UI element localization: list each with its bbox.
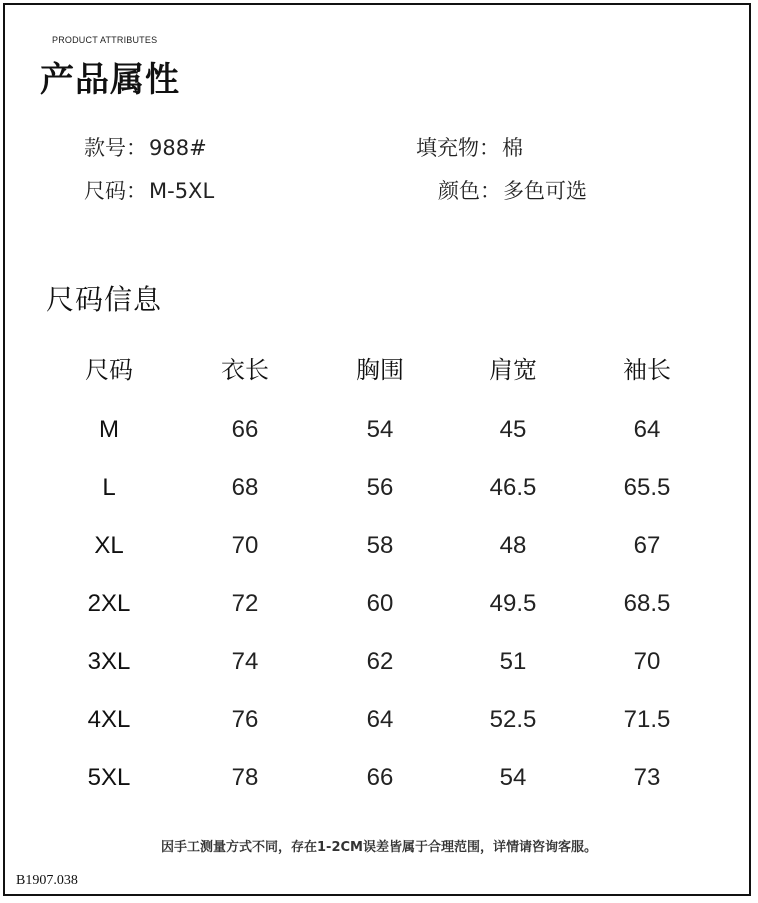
shoulder-cell: 46.5 (489, 474, 537, 501)
chest-cell: 62 (366, 648, 394, 675)
column-header-shoulder: 肩宽 (489, 356, 537, 384)
table-row (40, 458, 720, 516)
table-row (40, 574, 720, 632)
attribute-value: 988# (149, 136, 207, 160)
length-cell: 78 (231, 764, 259, 791)
table-row (40, 516, 720, 574)
chest-cell: 66 (366, 764, 394, 791)
size-cell: 5XL (87, 764, 131, 791)
measurement-note: 因手工测量方式不同，存在1-2CM误差皆属于合理范围，详情请咨询客服。 (161, 840, 597, 855)
sleeve-cell: 71.5 (623, 706, 671, 733)
attribute-value: M-5XL (149, 179, 215, 203)
table-row (40, 400, 720, 458)
sleeve-cell: 73 (633, 764, 661, 791)
eyebrow-label: PRODUCT ATTRIBUTES (52, 35, 158, 45)
sleeve-cell: 65.5 (623, 474, 671, 501)
length-cell: 74 (231, 648, 259, 675)
length-cell: 70 (231, 532, 259, 559)
table-row (40, 690, 720, 748)
attribute-label: 填充物： (416, 136, 500, 160)
size-table (40, 340, 720, 806)
shoulder-cell: 54 (499, 764, 527, 791)
size-cell: XL (94, 532, 124, 559)
shoulder-cell: 52.5 (489, 706, 537, 733)
page-title: 产品属性 (40, 60, 180, 100)
sleeve-cell: 68.5 (623, 590, 671, 617)
column-header-length: 衣长 (221, 356, 269, 384)
chest-cell: 56 (366, 474, 394, 501)
column-header-chest: 胸围 (356, 356, 404, 384)
attribute-style-number (84, 132, 207, 162)
length-cell: 68 (231, 474, 259, 501)
attribute-value: 多色可选 (503, 179, 587, 203)
length-cell: 66 (231, 416, 259, 443)
attribute-filling (416, 132, 523, 162)
table-row (40, 632, 720, 690)
length-cell: 76 (231, 706, 259, 733)
size-cell: 3XL (87, 648, 131, 675)
table-row (40, 748, 720, 806)
shoulder-cell: 49.5 (489, 590, 537, 617)
sleeve-cell: 67 (633, 532, 661, 559)
sleeve-cell: 70 (633, 648, 661, 675)
size-cell: M (99, 416, 119, 443)
attribute-color (438, 175, 587, 205)
attribute-label: 款号： (84, 136, 147, 160)
size-cell: 4XL (87, 706, 131, 733)
length-cell: 72 (231, 590, 259, 617)
table-header-row (40, 340, 720, 400)
product-code: B1907.038 (16, 873, 78, 888)
attribute-label: 颜色： (438, 179, 501, 203)
column-header-size: 尺码 (85, 356, 133, 384)
shoulder-cell: 45 (499, 416, 527, 443)
column-header-sleeve: 袖长 (623, 356, 671, 384)
shoulder-cell: 48 (499, 532, 527, 559)
attribute-size-range (84, 175, 214, 205)
size-info-title: 尺码信息 (46, 283, 163, 316)
sleeve-cell: 64 (633, 416, 661, 443)
size-cell: 2XL (87, 590, 131, 617)
chest-cell: 60 (366, 590, 394, 617)
size-cell: L (102, 474, 116, 501)
chest-cell: 58 (366, 532, 394, 559)
chest-cell: 54 (366, 416, 394, 443)
chest-cell: 64 (366, 706, 394, 733)
attribute-value: 棉 (502, 136, 523, 160)
shoulder-cell: 51 (499, 648, 527, 675)
attribute-label: 尺码： (84, 179, 147, 203)
